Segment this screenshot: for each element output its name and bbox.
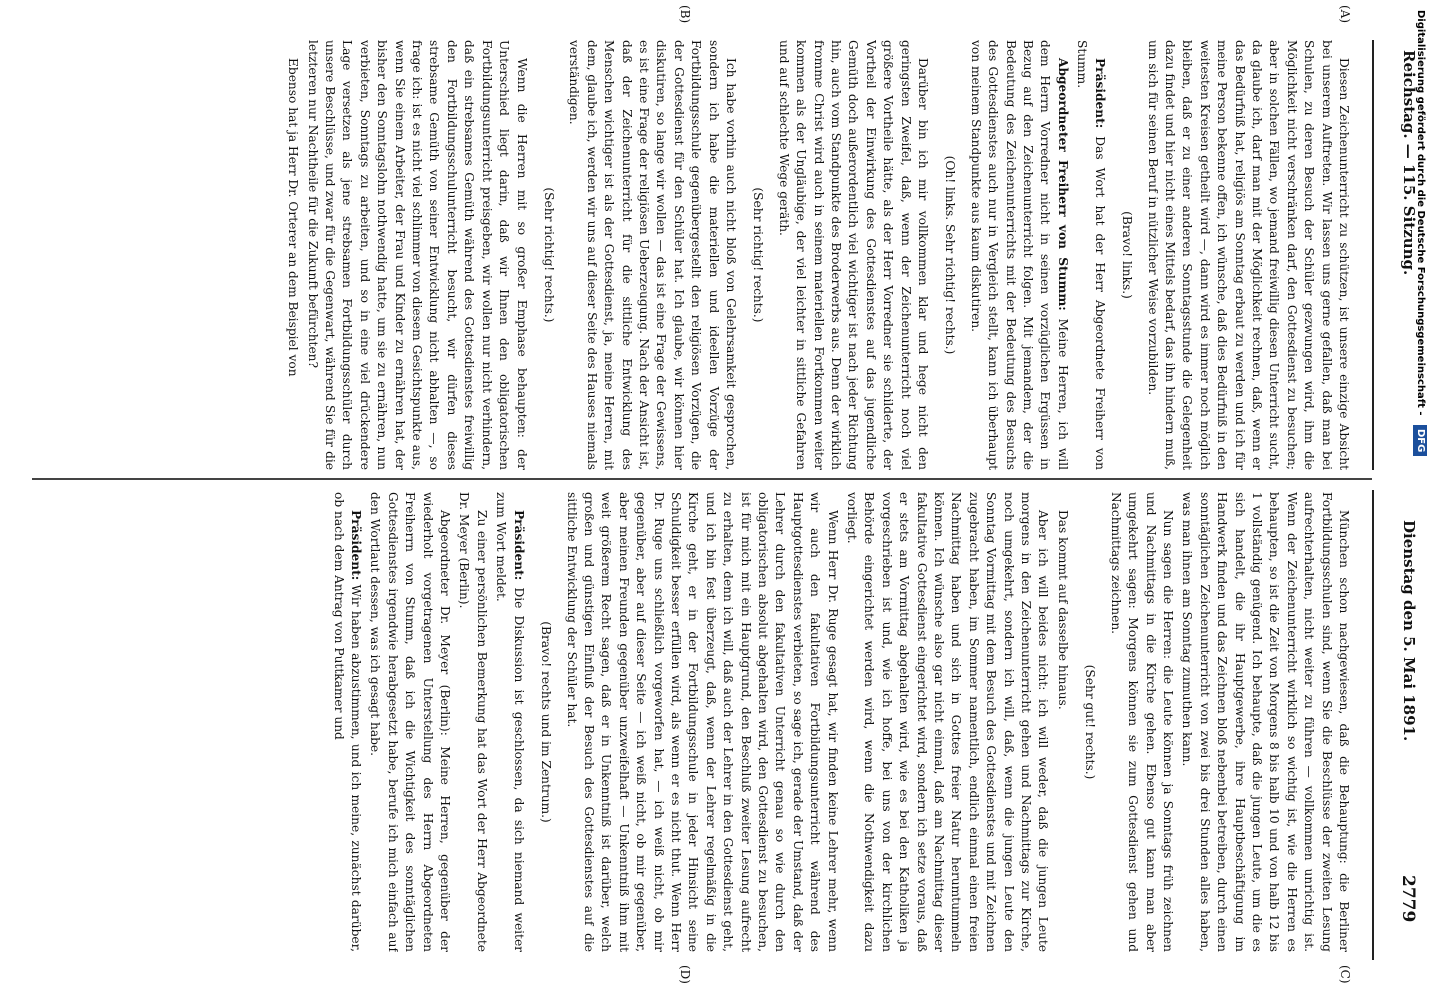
paragraph-text: Wenn die Herren mit so großer Emphase behaupten: der Unterschied liegt darin, daß wir Ihnen den obligatorischen Fortbildungsunterricht preisgeben, wir wollen nur nicht verhindern, daß ein strebsames Gemüth während des Gottesdienstes freiwillig den Fortbildungsschulunterricht besucht, wir dürfen dieses strebsame Gemüth von seiner Entwicklung nicht abhalten —, so frage ich: ist es nicht viel schlimmer von diesem Gesichtspunkte aus, wenn Sie einem Arbeiter, der Frau und Kinder zu ernähren hat, der bisher den Sonntagslohn nothwendig hatte, um sie zu ernähren, nun verbieten, Sonntags zu arbeiten, und so in eine viel drückendere Lage versetzen als jene strebsamen Fortbildungsschüler durch unsere Beschlüsse, und zwar für die Gegenwart, während Sie für die letzteren nur Nachtheile für die Zukunft befürchten? bbox=[305, 40, 529, 470]
paragraph-text: München schon nachgewiesen, daß die Behauptung: die Berliner Fortbildungsschulen sind, wenn Sie die Beschlüsse der zweiten Lesung aufrechterhalten, nicht weiter zu führen — vollkommen unrichtig ist. Wenn der Zeichenunterricht wirklich so wichtig ist, wie die Herren es behaupten, so ist die Zeit von Morgens 8 bis halb 10 und von halb 12 bis 1 vollständig genügend. Ich behaupte, daß die jungen Leute, um die es sich handelt, die ihr Hauptgewerbe, ihre Hauptbeschäftigung im Handwerk finden und das Zeichnen bloß nebenbei betreiben, durch einen sonntäglichen Zeichenunterricht von zwei bis drei Stunden alles haben, was man ihnen am Sonntag zumuthen kann. bbox=[1180, 492, 1351, 952]
paragraph-text: (Bravo! links.) bbox=[1120, 211, 1135, 299]
margin-marker-a: (A) bbox=[1338, 5, 1352, 24]
paragraph-text: Nun sagen die Herren: die Leute können ja Sonntags früh zeichnen und Nachmittags in die Kirche gehen. Ebenso gut kann man aber umgekehrt sagen: Morgens können sie zum Gottesdienst gehen und Nachmittags zeichnen. bbox=[1108, 492, 1175, 952]
paragraph bbox=[774, 40, 931, 470]
paragraph bbox=[366, 492, 453, 952]
paragraph-text: Diesen Zeichenunterricht zu schützen, ist unsere einzige Absicht bei unserem Auftreten. Wir lassen uns gerne gefallen, daß man bei Schulen, zu deren Besuch der Schüler gezwungen wird, ihm die Möglichkeit nicht verschränken darf, den Gottesdienst zu besuchen; aber in solchen Fällen, wo jemand freiwillig diesen Unterricht sucht, da glaube ich, darf man mit der Möglichkeit rechnen, daß, wenn er das Bedürfniß hat, religiös am Sonntag erbaut zu werden und ich für meine Person bekenne offen, ich wünsche, daß dies Bedürfniß in den weitesten Kreisen getheilt wird —, dann wird es immer noch möglich bleiben, daß er zu einer anderen Sonntagsstunde die Gelegenheit dazu findet und hier nicht eines Mittels bedarf, das ihn hindern muß, um sich für seinen Beruf in nützlicher Weise vorzubilden. bbox=[1145, 40, 1351, 470]
paragraph-text: (Sehr richtig! rechts.) bbox=[541, 187, 556, 323]
paragraph bbox=[1073, 40, 1108, 470]
paragraph-text: Wir haben abzustimmen, und ich meine, zunächst darüber, ob nach dem Antrag von Puttkamer und bbox=[331, 492, 364, 952]
paragraph bbox=[565, 40, 739, 470]
paragraph-text: Ich habe vorhin auch nicht bloß von Gelehrsamkeit gesprochen, sondern ich habe die materiellen und ideellen Vorzüge der Fortbildungsschule gegenübergestellt den religiösen Vorzügen, die der Gottesdienst für den Schüler hat. Ich glaube, wir können hier diskutiren, so lange wir wollen — das ist eine Frage der Gewissens, es ist eine Frage der religiösen Ueberzeugung. Nach der Ansicht ist, daß der Zeichenunterricht für die sittliche Entwicklung des Menschen wichtiger ist als der Gottesdienst, ja, meine Herren, mit dem, glaube ich, werden wir uns auf dieser Seite des Hauses niemals verständigen. bbox=[567, 40, 738, 470]
text-column-right bbox=[22, 492, 1352, 952]
interjection bbox=[941, 40, 958, 470]
digitization-note: Digitalisierung gefördert durch die Deutsche Forschungsgemeinschaft - bbox=[1415, 10, 1426, 416]
paragraph bbox=[843, 492, 1052, 952]
paragraph-text: Ebenso hat ja Herr Dr. Orterer an dem Beispiel von bbox=[286, 58, 301, 377]
paragraph-text: Meine Herren, ich will dem Herrn Vorredner nicht in seinen vorzüglichen Ergüssen in Bezug auf den Zeichenunterricht folgen. Mit jemandem, der die Bedeutung des Zeichenunterrichts mit der Bedeutung des Besuchs des Gottesdienstes auch nur in Vergleich stellt, kann ich überhaupt von meinem Standpunkte aus kaum diskutiren. bbox=[968, 40, 1070, 470]
speaker-name: Präsident: bbox=[511, 510, 526, 581]
header-rule-left bbox=[1372, 40, 1374, 470]
paragraph bbox=[284, 40, 301, 470]
paragraph-text: Darüber bin ich mir vollkommen klar und hege nicht den geringsten Zweifel, daß, wenn der Zeichenunterricht noch viel größere Vortheile hätte, als der Herr Vorredner sie schilderte, der Vortheil der Einwirkung des Gottesdienstes auf das jugendliche Gemüth doch außerordentlich viel wichtiger ist nach jeder Richtung hin, auch vom Standpunkte des Broderwerbs aus. Denn der wirklich fromme Christ wird auch in seinem materiellen Fortkommen weiter kommen als der Ungläubige, der viel leichter in sittliche Gefahren und auf schlechte Wege geräth. bbox=[776, 40, 931, 470]
paragraph-text: Abgeordneter Dr. Meyer (Berlin): Meine Herren, gegenüber der wiederholt vorgetragenen Unterstellung des Herrn Abgeordneten Freiherrn von Stumm, daß ich die Wichtigkeit des sonntäglichen Gottesdienstes irgendwie herabgesetzt habe, berufe ich mich einfach auf den Wortlaut dessen, was ich gesagt habe. bbox=[368, 492, 453, 952]
paragraph-text: Die Diskussion ist geschlossen, da sich niemand weiter zum Wort meldet. bbox=[494, 492, 526, 952]
page-number: 2779 bbox=[1398, 875, 1418, 923]
paragraph bbox=[562, 492, 841, 952]
text-column-left bbox=[22, 40, 1352, 470]
paragraph bbox=[1143, 40, 1352, 470]
paragraph-text: (Sehr gut! rechts.) bbox=[1083, 664, 1098, 780]
paragraph bbox=[492, 492, 527, 952]
paragraph-text: (Oh! links. Sehr richtig! rechts.) bbox=[943, 155, 958, 355]
paragraph-text: Das kommt auf dasselbe hinaus. bbox=[1055, 510, 1070, 710]
speaker-name: Präsident: bbox=[349, 510, 364, 581]
header-rule-right bbox=[1372, 490, 1374, 960]
paragraph bbox=[1054, 492, 1071, 952]
interjection bbox=[749, 40, 766, 470]
paragraph bbox=[966, 40, 1070, 470]
speaker-name: Abgeordneter Freiherr von Stumm: bbox=[1055, 58, 1070, 311]
paragraph bbox=[329, 492, 364, 952]
paragraph-text: Zu einer persönlichen Bemerkung hat das Wort der Herr Abgeordnete Dr. Meyer (Berlin). bbox=[457, 492, 489, 952]
interjection bbox=[537, 492, 554, 952]
running-header-date: Dienstag den 5. Mai 1891. bbox=[1400, 520, 1418, 742]
margin-marker-d: (D) bbox=[678, 965, 692, 984]
paragraph-text: Wenn Herr Dr. Ruge gesagt hat, wir finden keine Lehrer mehr, wenn wir auch den fakultativen Fortbildungsunterricht während des Hauptgottesdienstes verbieten, so sage ich, gerade der Umstand, daß der Lehrer durch den fakultativen Unterricht genau so wie durch den obligatorischen absolut abgehalten wird, den Gottesdienst zu besuchen, ist für mich mit ein Hauptgrund, den Beschluß zweiter Lesung aufrecht zu erhalten, denn ich will, daß auch der Lehrer in den Gottesdienst geht, und ich bin fest überzeugt, daß, wenn der Lehrer regelmäßig in die Kirche geht, er in der Fortbildungsschule in jeder Hinsicht seine Schuldigkeit besser erfüllen wird, als wenn er es nicht thut. Wenn Herr Dr. Ruge uns schließlich vorgeworfen hat, — ich weiß nicht, ob mir gegenüber, aber auf dieser Seite — ich weiß nicht, ob mir gegenüber, aber meinen Freunden gegenüber unzweifelhaft — Unkenntniß ihm mit weit größerem Recht sagen, daß er in Unkenntniß ist darüber, welch großen und günstigen Einfluß der Besuch des Gottesdienstes auf die sittliche Entwicklung der Schüler hat. bbox=[564, 492, 840, 952]
interjection bbox=[540, 40, 557, 470]
column-divider bbox=[32, 478, 1372, 480]
digitization-strip bbox=[1410, 10, 1430, 990]
paragraph bbox=[1178, 492, 1352, 952]
margin-marker-b: (B) bbox=[678, 5, 692, 24]
paragraph bbox=[1106, 492, 1176, 952]
paragraph-text: (Sehr richtig! rechts.) bbox=[751, 187, 766, 323]
margin-marker-c: (C) bbox=[1338, 965, 1352, 984]
running-header-left: Reichstag. — 115. Sitzung. bbox=[1400, 50, 1418, 276]
paragraph bbox=[303, 40, 529, 470]
paragraph bbox=[455, 492, 490, 952]
paragraph-text: Aber ich will beides nicht: ich will weder, daß die jungen Leute morgens in den Zeichenunterricht gehen und Nachmittags zur Kirche, noch umgekehrt, sondern ich will, daß, wenn die jungen Leute den Sonntag Vormittag mit dem Besuch des Gottesdienstes und mit Zeichnen zugebracht haben, im Sommer namentlich, endlich einmal einen freien Nachmittag haben und sich in Gottes freier Natur herumtummeln können. Ich wünsche also gar nicht einmal, daß am Nachmittag dieser fakultative Gottesdienst eingerichtet wird, sondern ich setze voraus, daß er stets am Vormittag abgehalten wird, wie es bei den Katholiken ja vorgeschrieben ist und, wie ich hoffe, bei uns von der kirchlichen Behörde eingerichtet werden wird, wenn die Nothwendigkeit dazu vorliegt. bbox=[845, 492, 1051, 952]
dfg-logo: DFG bbox=[1413, 425, 1427, 456]
paragraph-text: Das Wort hat der Herr Abgeordnete Freiherr von Stumm. bbox=[1075, 40, 1107, 470]
interjection bbox=[1118, 40, 1135, 470]
paragraph-text: (Bravo! rechts und im Zentrum.) bbox=[539, 621, 554, 823]
interjection bbox=[1081, 492, 1098, 952]
speaker-name: Präsident: bbox=[1092, 58, 1107, 129]
